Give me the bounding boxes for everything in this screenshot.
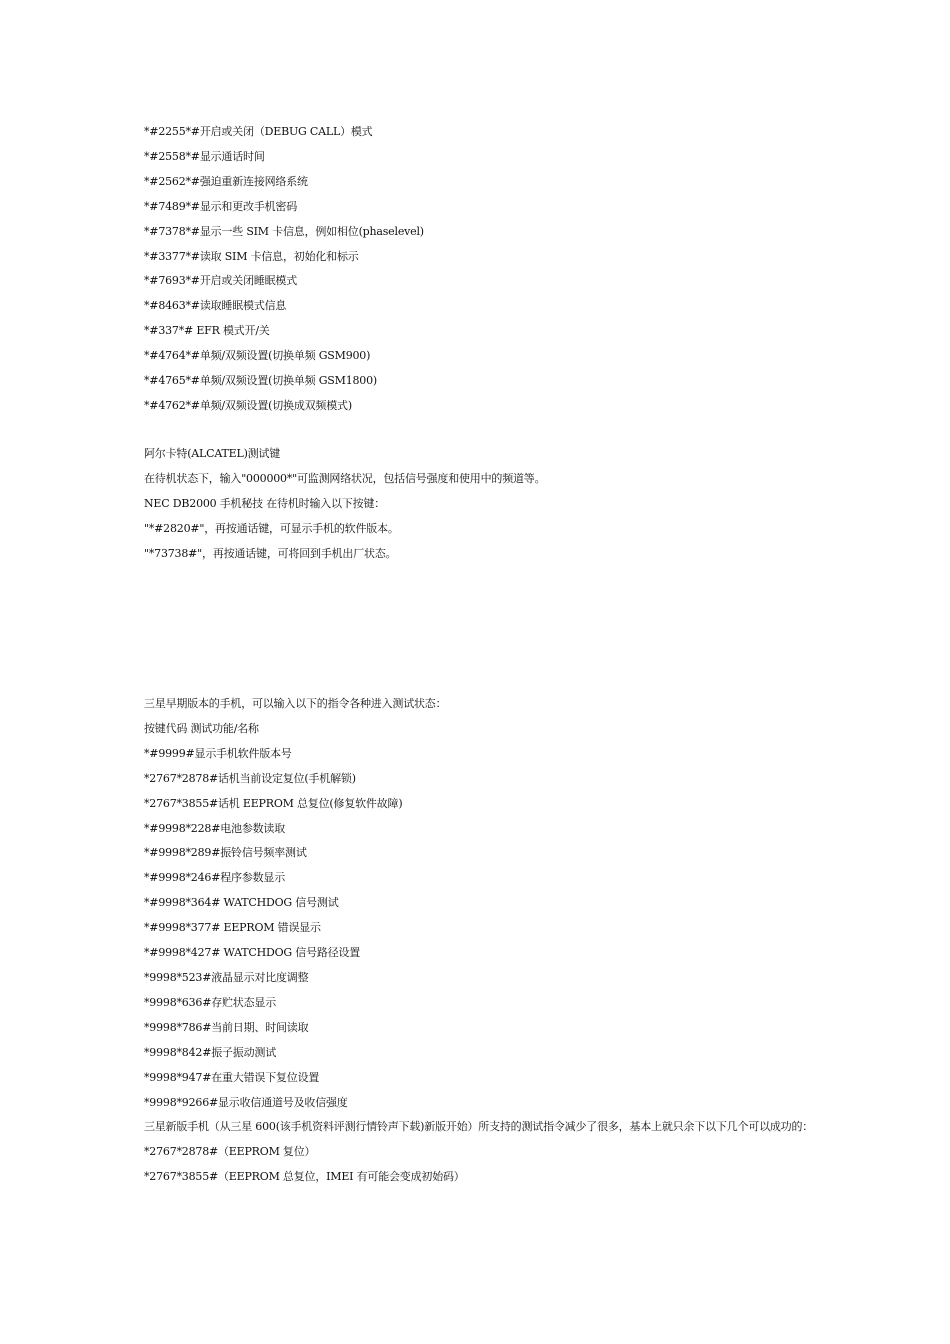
text-paragraph: 三星新版手机（从三星 600(该手机资料评测行情铃声下载)新版开始）所支持的测试指令减少了很多，基本上就只余下以下几个可以成功的： — [144, 1120, 814, 1134]
text-line: *#9998*377# EEPROM 错误显示 — [144, 921, 321, 935]
text-line: *#2562*#强迫重新连接网络系统 — [144, 174, 308, 188]
text-line: *#337*# EFR 模式开/关 — [144, 324, 270, 338]
text-line: *#2255*#开启或关闭（DEBUG CALL）模式 — [144, 125, 373, 138]
text-line: *9998*947#在重大错误下复位设置 — [144, 1070, 320, 1084]
text-line: *9998*523#液晶显示对比度调整 — [144, 970, 309, 984]
text-line: 按键代码 测试功能/名称 — [144, 721, 259, 735]
alcatel-nec-section — [144, 442, 824, 567]
text-line: *2767*3855#（EEPROM 总复位，IMEI 有可能会变成初始码） — [144, 1170, 465, 1184]
text-line: *#9998*427# WATCHDOG 信号路径设置 — [144, 946, 361, 960]
text-line: *#3377*#读取 SIM 卡信息，初始化和标示 — [144, 249, 359, 263]
text-line: *2767*3855#话机 EEPROM 总复位(修复软件故障) — [144, 796, 403, 810]
text-line: *2767*2878#话机当前设定复位(手机解锁) — [144, 771, 356, 785]
text-line: *#7693*#开启或关闭睡眠模式 — [144, 274, 298, 288]
text-line: 在待机状态下，输入"000000*"可监测网络状况，包括信号强度和使用中的频道等。 — [144, 471, 546, 485]
text-line: NEC DB2000 手机秘技 在待机时输入以下按键： — [144, 496, 386, 510]
text-line: *#7378*#显示一些 SIM 卡信息，例如相位(phaselevel) — [144, 224, 424, 238]
text-line: *#4764*#单频/双频设置(切换单频 GSM900) — [144, 349, 371, 363]
text-line: *#9999#显示手机软件版本号 — [144, 746, 292, 760]
text-line: *#4762*#单频/双频设置(切换成双频模式) — [144, 398, 352, 412]
debug-codes-section — [144, 120, 824, 419]
text-line: *9998*786#当前日期、时间读取 — [144, 1020, 309, 1034]
text-line: *#9998*246#程序参数显示 — [144, 871, 286, 885]
text-line: 三星早期版本的手机，可以输入以下的指令各种进入测试状态： — [144, 697, 447, 710]
text-line: *#9998*364# WATCHDOG 信号测试 — [144, 896, 339, 910]
text-line: *#9998*289#振铃信号频率测试 — [144, 846, 307, 860]
text-line: *9998*636#存贮状态显示 — [144, 995, 277, 1009]
section-heading: 阿尔卡特(ALCATEL)测试键 — [144, 447, 281, 460]
text-line: *#8463*#读取睡眠模式信息 — [144, 299, 287, 313]
text-line: *9998*9266#显示收信通道号及收信强度 — [144, 1095, 348, 1109]
text-line: *9998*842#振子振动测试 — [144, 1045, 277, 1059]
samsung-section — [144, 692, 824, 1190]
text-line: *#7489*#显示和更改手机密码 — [144, 199, 298, 213]
text-line: *#4765*#单频/双频设置(切换单频 GSM1800) — [144, 374, 377, 388]
text-line: *#2558*#显示通话时间 — [144, 149, 265, 163]
text-line: "*73738#"，再按通话键，可将回到手机出厂状态。 — [144, 546, 397, 560]
text-line: *#9998*228#电池参数读取 — [144, 821, 286, 835]
text-line: *2767*2878#（EEPROM 复位） — [144, 1145, 316, 1159]
text-line: "*#2820#"，再按通话键，可显示手机的软件版本。 — [144, 521, 399, 535]
